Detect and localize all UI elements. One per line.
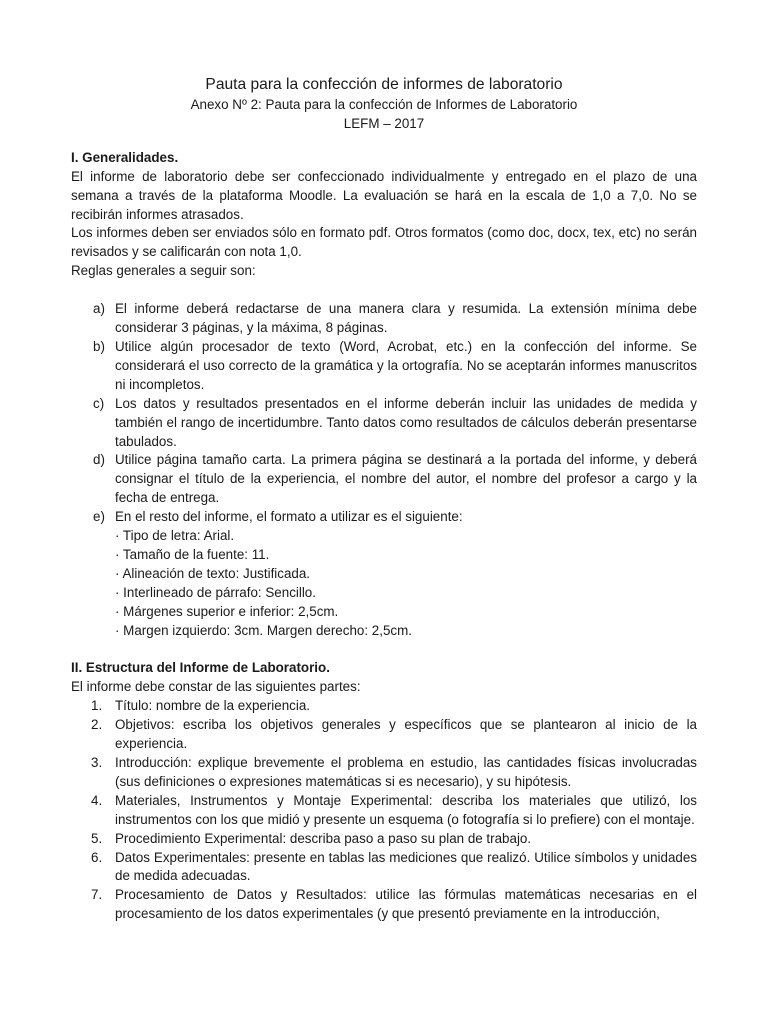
- format-item: · Alineación de texto: Justificada.: [115, 565, 311, 581]
- list-marker: 3.: [91, 755, 103, 770]
- list-item-text: Los datos y resultados presentados en el informe deberán incluir las unidades de medida y también el rango de incertidumbre. Tanto datos como resultados de cálculos deberán presentarse tabulados.: [115, 395, 697, 449]
- paragraph: El informe de laboratorio debe ser confeccionado individualmente y entregado en el plazo de una semana a través de la plataforma Moodle. La evaluación se hará en la escala de 1,0 a 7,0. No se recibirán informes atrasados.: [71, 168, 697, 222]
- paragraph: El informe debe constar de las siguientes partes:: [71, 679, 361, 695]
- list-marker: c): [93, 395, 105, 411]
- document-course: LEFM – 2017: [343, 115, 425, 131]
- list-item: [71, 395, 697, 452]
- document-page: [71, 74, 697, 924]
- structure-list: [71, 697, 697, 924]
- section-heading-estructura: II. Estructura del Informe de Laboratorio.: [71, 660, 330, 676]
- list-marker: 7.: [91, 887, 103, 903]
- list-item: [71, 697, 697, 716]
- paragraph: Reglas generales a seguir son:: [71, 263, 256, 279]
- list-item: [71, 300, 697, 338]
- list-item: [71, 338, 697, 395]
- list-item-text: El informe deberá redactarse de una manera clara y resumida. La extensión mínima debe considerar 3 páginas, y la máxima, 8 páginas.: [115, 301, 697, 336]
- format-item: · Tipo de letra: Arial.: [115, 528, 235, 544]
- list-marker: 2.: [91, 717, 103, 733]
- format-item: · Tamaño de la fuente: 11.: [115, 546, 270, 562]
- list-item-text: Datos Experimentales: presente en tablas las mediciones que realizó. Utilice símbolos y unidades de medida adecuadas.: [115, 849, 697, 884]
- list-item-text: Materiales, Instrumentos y Montaje Experimental: describa los materiales que utilizó, los instrumentos con los que midió y presente un esquema (o fotografía si lo prefiere) con el montaje.: [115, 792, 697, 827]
- list-marker: e): [93, 509, 105, 525]
- list-item: [71, 716, 697, 754]
- list-item: [71, 792, 697, 830]
- list-marker: 6.: [91, 849, 103, 865]
- list-marker: 1.: [91, 698, 103, 714]
- list-item-text: Título: nombre de la experiencia.: [115, 698, 311, 714]
- document-title: Pauta para la confección de informes de laboratorio: [205, 76, 563, 93]
- list-item: [71, 830, 697, 849]
- list-item-text: En el resto del informe, el formato a utilizar es el siguiente:: [115, 509, 463, 525]
- list-item-text: Utilice algún procesador de texto (Word, Acrobat, etc.) en la confección del informe. Se considerará el uso correcto de la gramática y la ortografía. No se aceptarán informes manuscritos ni incompletos.: [115, 338, 697, 392]
- list-item-text: Procedimiento Experimental: describa paso a paso su plan de trabajo.: [115, 830, 532, 846]
- list-item: [71, 754, 697, 792]
- list-item-text: Objetivos: escriba los objetivos generales y específicos que se plantearon al inicio de la experiencia.: [115, 717, 697, 752]
- document-subtitle: Anexo Nº 2: Pauta para la confección de Informes de Laboratorio: [190, 97, 578, 112]
- paragraph: Los informes deben ser enviados sólo en formato pdf. Otros formatos (como doc, docx, tex, etc) no serán revisados y se calificarán con nota 1,0.: [71, 225, 697, 260]
- section-heading-generalidades: I. Generalidades.: [71, 149, 179, 165]
- list-marker: b): [93, 338, 105, 354]
- list-item: [71, 886, 697, 924]
- list-item-text: Utilice página tamaño carta. La primera página se destinará a la portada del informe, y deberá consignar el título de la experiencia, el nombre del autor, el nombre del profesor a cargo y la fecha de entrega.: [115, 452, 697, 506]
- list-marker: 5.: [91, 830, 103, 846]
- format-item: · Interlineado de párrafo: Sencillo.: [115, 584, 316, 600]
- list-marker: 4.: [91, 792, 103, 808]
- list-item: [71, 451, 697, 508]
- rules-list: [71, 300, 697, 640]
- list-item: [71, 508, 697, 640]
- list-item-text: Procesamiento de Datos y Resultados: utilice las fórmulas matemáticas necesarias en el procesamiento de los datos experimentales (y que presentó previamente en la introducción,: [115, 887, 697, 922]
- format-item: · Márgenes superior e inferior: 2,5cm.: [115, 603, 339, 619]
- list-item: [71, 849, 697, 887]
- list-item-text: Introducción: explique brevemente el problema en estudio, las cantidades físicas involucradas (sus definiciones o expresiones matemáticas si es necesario), y su hipótesis.: [115, 755, 697, 789]
- format-item: · Margen izquierdo: 3cm. Margen derecho: 2,5cm.: [115, 622, 412, 638]
- list-marker: d): [93, 452, 105, 468]
- list-marker: a): [93, 301, 105, 317]
